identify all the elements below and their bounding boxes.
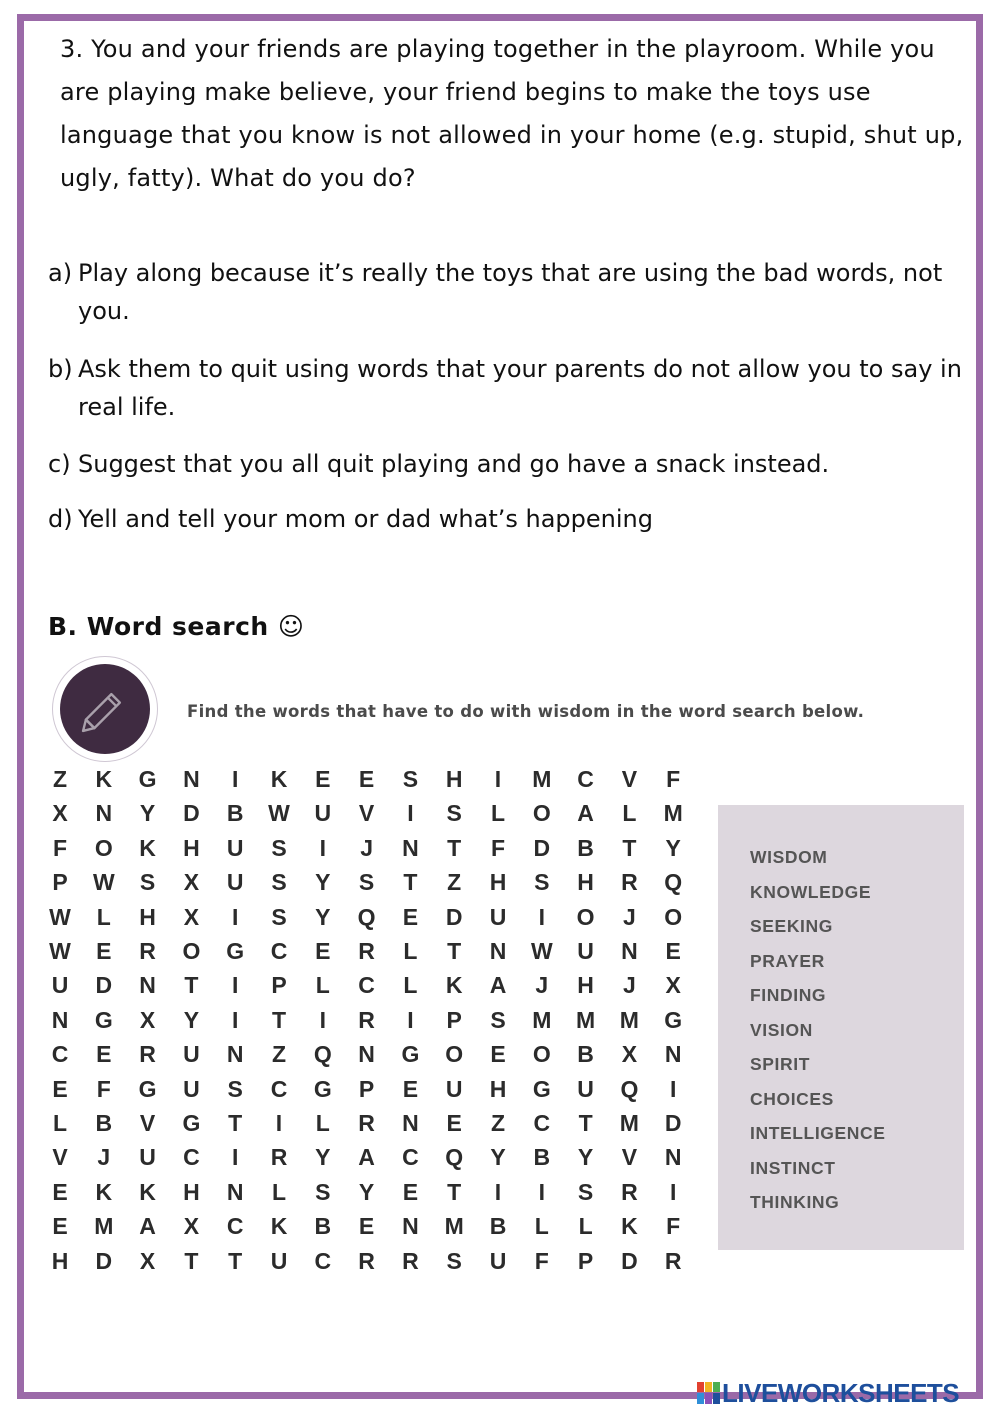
grid-cell[interactable]: L: [315, 1110, 330, 1136]
grid-cell[interactable]: S: [227, 1075, 243, 1102]
grid-cell[interactable]: M: [532, 766, 552, 792]
liveworksheets-logo-icon: [696, 1381, 722, 1405]
grid-cell[interactable]: K: [270, 1213, 288, 1240]
grid-cell[interactable]: U: [577, 938, 594, 964]
grid-cell[interactable]: U: [489, 903, 507, 930]
grid-cell[interactable]: R: [139, 938, 156, 964]
grid-cell[interactable]: W: [530, 938, 553, 964]
grid-cell[interactable]: X: [621, 1041, 638, 1068]
grid-cell[interactable]: S: [139, 869, 156, 896]
grid-cell[interactable]: E: [96, 1041, 112, 1068]
grid-cell[interactable]: I: [669, 1178, 677, 1205]
grid-cell[interactable]: T: [447, 938, 462, 964]
grid-cell[interactable]: R: [358, 1006, 375, 1033]
grid-cell[interactable]: W: [92, 869, 115, 896]
grid-cell[interactable]: U: [226, 834, 244, 861]
grid-cell[interactable]: F: [96, 1075, 111, 1102]
grid-cell[interactable]: Z: [490, 1110, 506, 1136]
grid-cell[interactable]: B: [577, 1041, 594, 1068]
grid-cell[interactable]: F: [490, 834, 506, 861]
grid-cell[interactable]: D: [664, 1110, 682, 1136]
word-list-item: SEEKING: [750, 916, 833, 936]
grid-cell[interactable]: I: [319, 1006, 326, 1033]
grid-cell[interactable]: B: [533, 1144, 551, 1171]
grid-cell[interactable]: L: [403, 972, 418, 999]
word-list-item: CHOICES: [750, 1088, 834, 1109]
grid-cell[interactable]: Y: [577, 1144, 594, 1171]
option-letter: b): [48, 355, 73, 383]
grid-cell[interactable]: F: [52, 834, 68, 861]
grid-cell[interactable]: D: [183, 800, 200, 827]
grid-cell[interactable]: C: [533, 1110, 551, 1136]
grid-cell[interactable]: K: [95, 766, 113, 792]
grid-cell[interactable]: R: [358, 1247, 375, 1274]
grid-cell[interactable]: U: [183, 1041, 200, 1068]
word-list-item: FINDING: [750, 985, 827, 1005]
grid-cell[interactable]: H: [139, 903, 156, 930]
grid-cell[interactable]: S: [534, 869, 550, 896]
grid-cell[interactable]: E: [402, 903, 419, 930]
grid-cell[interactable]: Q: [357, 903, 376, 930]
grid-cell[interactable]: I: [231, 766, 239, 792]
grid-cell[interactable]: M: [619, 1110, 639, 1136]
grid-cell[interactable]: I: [231, 1006, 239, 1033]
grid-cell[interactable]: V: [621, 1144, 638, 1171]
grid-cell[interactable]: M: [532, 1006, 552, 1033]
grid-cell[interactable]: K: [621, 1213, 638, 1240]
option-letter: d): [48, 505, 73, 533]
option-letter: c): [48, 450, 71, 478]
grid-cell[interactable]: S: [402, 766, 419, 792]
grid-cell[interactable]: F: [666, 766, 681, 792]
grid-cell[interactable]: L: [490, 800, 506, 827]
grid-cell[interactable]: P: [358, 1075, 375, 1102]
grid-cell[interactable]: Q: [445, 1144, 464, 1171]
grid-cell[interactable]: A: [489, 972, 507, 999]
grid-cell[interactable]: O: [664, 903, 683, 930]
pencil-badge: [52, 656, 158, 762]
grid-cell[interactable]: O: [532, 800, 551, 827]
grid-cell[interactable]: S: [271, 903, 287, 930]
grid-cell[interactable]: T: [228, 1247, 243, 1274]
grid-cell[interactable]: S: [446, 1247, 462, 1274]
grid-cell[interactable]: U: [226, 869, 244, 896]
option-text: Play along because it’s really the toys that are using the bad words, not you.: [78, 259, 943, 325]
grid-cell[interactable]: B: [489, 1213, 507, 1240]
grid-cell[interactable]: T: [447, 1178, 462, 1205]
grid-cell[interactable]: I: [407, 800, 414, 827]
grid-cell[interactable]: L: [534, 1213, 549, 1240]
grid-cell[interactable]: J: [622, 903, 636, 930]
grid-cell[interactable]: X: [139, 1247, 156, 1274]
grid-cell[interactable]: Z: [447, 869, 462, 896]
grid-cell[interactable]: I: [231, 972, 239, 999]
grid-cell[interactable]: E: [52, 1213, 68, 1240]
grid-cell[interactable]: T: [578, 1110, 593, 1136]
grid-cell[interactable]: J: [360, 834, 373, 861]
grid-cell[interactable]: C: [226, 1213, 244, 1240]
grid-cell[interactable]: S: [358, 869, 375, 896]
grid-cell[interactable]: C: [270, 938, 288, 964]
grid-cell[interactable]: Y: [183, 1006, 200, 1033]
grid-cell[interactable]: H: [577, 869, 594, 896]
grid-cell[interactable]: Y: [315, 1144, 331, 1171]
grid-cell[interactable]: B: [95, 1110, 113, 1136]
grid-cell[interactable]: R: [664, 1247, 682, 1274]
watermark-text: LIVEWORKSHEETS: [722, 1378, 960, 1408]
option-text: Suggest that you all quit playing and go have a snack instead.: [78, 450, 830, 478]
grid-cell[interactable]: I: [538, 903, 545, 930]
grid-cell[interactable]: M: [663, 800, 683, 827]
grid-cell[interactable]: M: [444, 1213, 464, 1240]
grid-cell[interactable]: A: [358, 1144, 375, 1171]
grid-cell[interactable]: M: [576, 1006, 596, 1033]
grid-cell[interactable]: I: [319, 834, 326, 861]
grid-cell[interactable]: P: [446, 1006, 462, 1033]
grid-cell[interactable]: I: [494, 1178, 502, 1205]
grid-cell[interactable]: I: [275, 1110, 283, 1136]
grid-cell[interactable]: N: [664, 1144, 682, 1171]
grid-cell[interactable]: X: [52, 800, 68, 827]
grid-cell[interactable]: I: [407, 1006, 414, 1033]
grid-cell[interactable]: R: [358, 938, 375, 964]
grid-cell[interactable]: X: [665, 972, 681, 999]
grid-cell[interactable]: N: [139, 972, 156, 999]
section-title: B. Word search ☺: [48, 612, 305, 641]
grid-cell[interactable]: X: [183, 1213, 200, 1240]
grid-cell[interactable]: K: [445, 972, 463, 999]
grid-cell[interactable]: L: [52, 1110, 68, 1136]
grid-cell[interactable]: P: [577, 1247, 594, 1274]
option-text: Yell and tell your mom or dad what’s happening: [78, 505, 653, 533]
grid-cell[interactable]: H: [183, 1178, 200, 1205]
grid-cell[interactable]: Q: [620, 1075, 639, 1102]
grid-cell[interactable]: K: [139, 1178, 156, 1205]
grid-cell[interactable]: C: [314, 1247, 332, 1274]
grid-cell[interactable]: S: [577, 1178, 594, 1205]
grid-cell[interactable]: O: [445, 1041, 464, 1068]
grid-cell[interactable]: L: [315, 972, 330, 999]
grid-cell[interactable]: N: [183, 766, 200, 792]
grid-cell[interactable]: G: [401, 1041, 420, 1068]
grid-cell[interactable]: T: [271, 1006, 287, 1033]
grid-cell[interactable]: R: [358, 1110, 375, 1136]
grid-cell[interactable]: K: [139, 834, 156, 861]
grid-cell[interactable]: H: [51, 1247, 69, 1274]
grid-cell[interactable]: U: [489, 1247, 507, 1274]
grid-cell[interactable]: C: [51, 1041, 69, 1068]
grid-cell[interactable]: E: [96, 938, 112, 964]
grid-cell[interactable]: R: [270, 1144, 288, 1171]
grid-cell[interactable]: E: [315, 766, 331, 792]
grid-cell[interactable]: X: [183, 869, 200, 896]
grid-cell[interactable]: C: [183, 1144, 200, 1171]
grid-cell[interactable]: E: [315, 938, 331, 964]
grid-cell[interactable]: C: [270, 1075, 288, 1102]
grid-cell[interactable]: L: [271, 1178, 287, 1205]
grid-cell[interactable]: U: [270, 1247, 288, 1274]
grid-cell[interactable]: U: [445, 1075, 463, 1102]
grid-cell[interactable]: Z: [271, 1041, 287, 1068]
grid-cell[interactable]: H: [577, 972, 594, 999]
grid-cell[interactable]: R: [139, 1041, 156, 1068]
grid-cell[interactable]: V: [139, 1110, 156, 1136]
grid-cell[interactable]: W: [268, 800, 290, 827]
grid-cell[interactable]: T: [228, 1110, 243, 1136]
grid-cell[interactable]: T: [184, 1247, 199, 1274]
word-list-item: INSTINCT: [750, 1157, 836, 1178]
grid-cell[interactable]: E: [358, 1213, 375, 1240]
grid-cell[interactable]: G: [226, 938, 245, 964]
grid-cell[interactable]: S: [271, 869, 287, 896]
grid-cell[interactable]: U: [139, 1144, 156, 1171]
option-text: Ask them to quit using words that your parents do not allow you to say in real life.: [78, 355, 962, 421]
pencil-icon: [60, 664, 150, 754]
grid-cell[interactable]: U: [314, 800, 332, 827]
grid-cell[interactable]: S: [446, 800, 462, 827]
grid-cell[interactable]: Y: [358, 1178, 375, 1205]
word-list-item: INTELLIGENCE: [750, 1123, 886, 1143]
grid-cell[interactable]: O: [532, 1041, 551, 1068]
grid-cell[interactable]: M: [619, 1006, 639, 1033]
grid-cell[interactable]: B: [314, 1213, 332, 1240]
grid-cell[interactable]: L: [403, 938, 418, 964]
grid-cell[interactable]: Y: [315, 869, 331, 896]
grid-cell[interactable]: H: [445, 766, 463, 792]
grid-cell[interactable]: Y: [315, 903, 331, 930]
grid-cell[interactable]: I: [669, 1075, 677, 1102]
grid-cell[interactable]: B: [577, 834, 594, 861]
grid-cell[interactable]: Q: [313, 1041, 332, 1068]
grid-cell[interactable]: H: [489, 1075, 507, 1102]
grid-cell[interactable]: N: [226, 1041, 244, 1068]
grid-cell[interactable]: I: [538, 1178, 545, 1205]
grid-cell[interactable]: O: [94, 834, 113, 861]
grid-cell[interactable]: L: [96, 903, 111, 930]
grid-cell[interactable]: A: [139, 1213, 156, 1240]
grid-cell[interactable]: G: [532, 1075, 551, 1102]
grid-cell[interactable]: N: [402, 1213, 419, 1240]
grid-cell[interactable]: V: [52, 1144, 68, 1171]
grid-cell[interactable]: V: [358, 800, 375, 827]
grid-cell[interactable]: C: [402, 1144, 419, 1171]
grid-cell[interactable]: D: [95, 972, 113, 999]
word-list-item: VISION: [750, 1019, 813, 1040]
grid-cell[interactable]: A: [577, 800, 594, 827]
grid-cell[interactable]: Z: [52, 766, 68, 792]
grid-cell[interactable]: N: [402, 834, 419, 861]
question-text: 3. You and your friends are playing together in the playroom. While you are playing make believe, your friend begins to make the toys use language that you know is not allowed in your home (e.g. stupid, shut up, ugly, fatty). What do you do?: [60, 35, 964, 192]
word-list-item: PRAYER: [750, 950, 825, 971]
grid-cell[interactable]: V: [621, 766, 638, 792]
grid-cell[interactable]: N: [95, 800, 113, 827]
grid-cell[interactable]: N: [358, 1041, 375, 1068]
grid-cell[interactable]: C: [358, 972, 375, 999]
word-list-item: WISDOM: [750, 847, 828, 867]
grid-cell[interactable]: D: [533, 834, 551, 861]
grid-cell[interactable]: N: [664, 1041, 682, 1068]
grid-cell[interactable]: G: [138, 1075, 157, 1102]
grid-cell[interactable]: N: [226, 1178, 244, 1205]
grid-cell[interactable]: T: [403, 869, 418, 896]
grid-cell[interactable]: C: [577, 766, 594, 792]
grid-cell[interactable]: S: [490, 1006, 506, 1033]
grid-cell[interactable]: E: [52, 1075, 68, 1102]
grid-cell[interactable]: Y: [490, 1144, 506, 1171]
grid-cell[interactable]: H: [489, 869, 507, 896]
instruction-text: Find the words that have to do with wisdom in the word search below.: [187, 702, 865, 721]
grid-cell[interactable]: X: [139, 1006, 156, 1033]
grid-cell[interactable]: J: [622, 972, 636, 999]
grid-cell[interactable]: Y: [139, 800, 156, 827]
pencil-circle: [60, 664, 150, 754]
grid-cell[interactable]: J: [97, 1144, 111, 1171]
grid-cell[interactable]: I: [231, 1144, 239, 1171]
grid-cell[interactable]: D: [621, 1247, 638, 1274]
grid-cell[interactable]: T: [622, 834, 637, 861]
word-list-box: [718, 805, 964, 1250]
grid-cell[interactable]: R: [621, 1178, 638, 1205]
grid-cell[interactable]: N: [621, 938, 638, 964]
grid-cell[interactable]: E: [358, 766, 375, 792]
grid-cell[interactable]: S: [271, 834, 287, 861]
grid-cell[interactable]: E: [446, 1110, 462, 1136]
grid-cell[interactable]: E: [402, 1075, 419, 1102]
grid-cell[interactable]: G: [138, 766, 157, 792]
grid-cell[interactable]: F: [534, 1247, 549, 1274]
word-list-item: THINKING: [750, 1192, 840, 1212]
grid-cell[interactable]: I: [494, 766, 502, 792]
grid-cell[interactable]: N: [51, 1006, 69, 1033]
grid-cell[interactable]: M: [94, 1213, 114, 1240]
grid-cell[interactable]: K: [270, 766, 288, 792]
grid-cell[interactable]: G: [664, 1006, 683, 1033]
grid-cell[interactable]: D: [445, 903, 463, 930]
grid-cell[interactable]: G: [313, 1075, 332, 1102]
grid-cell[interactable]: B: [226, 800, 244, 827]
grid-cell[interactable]: H: [183, 834, 200, 861]
grid-cell[interactable]: R: [402, 1247, 419, 1274]
grid-cell[interactable]: P: [271, 972, 287, 999]
grid-cell[interactable]: L: [578, 1213, 593, 1240]
grid-cell[interactable]: X: [183, 903, 200, 930]
grid-cell[interactable]: K: [95, 1178, 113, 1205]
grid-cell[interactable]: S: [315, 1178, 331, 1205]
grid-cell[interactable]: F: [666, 1213, 681, 1240]
grid-cell[interactable]: P: [52, 869, 68, 896]
option-letter: a): [48, 259, 73, 287]
grid-cell[interactable]: R: [621, 869, 638, 896]
grid-cell[interactable]: I: [231, 903, 239, 930]
grid-cell[interactable]: N: [402, 1110, 419, 1136]
grid-cell[interactable]: U: [51, 972, 69, 999]
grid-cell[interactable]: U: [577, 1075, 594, 1102]
grid-cell[interactable]: D: [95, 1247, 113, 1274]
grid-cell[interactable]: T: [447, 834, 462, 861]
grid-cell[interactable]: Y: [665, 834, 681, 861]
grid-cell[interactable]: W: [49, 938, 71, 964]
grid-cell[interactable]: E: [52, 1178, 68, 1205]
grid-cell[interactable]: T: [184, 972, 199, 999]
grid-cell[interactable]: N: [489, 938, 507, 964]
grid-cell[interactable]: U: [183, 1075, 200, 1102]
grid-cell[interactable]: G: [94, 1006, 113, 1033]
grid-cell[interactable]: W: [49, 903, 71, 930]
grid-cell[interactable]: E: [665, 938, 681, 964]
grid-cell[interactable]: O: [182, 938, 201, 964]
grid-cell[interactable]: O: [576, 903, 595, 930]
word-list-item: SPIRIT: [750, 1054, 810, 1074]
word-list-item: KNOWLEDGE: [750, 881, 872, 902]
grid-cell[interactable]: J: [535, 972, 549, 999]
grid-cell[interactable]: Q: [664, 869, 683, 896]
grid-cell[interactable]: G: [182, 1110, 201, 1136]
grid-cell[interactable]: E: [402, 1178, 419, 1205]
grid-cell[interactable]: E: [490, 1041, 506, 1068]
grid-cell[interactable]: L: [622, 800, 637, 827]
